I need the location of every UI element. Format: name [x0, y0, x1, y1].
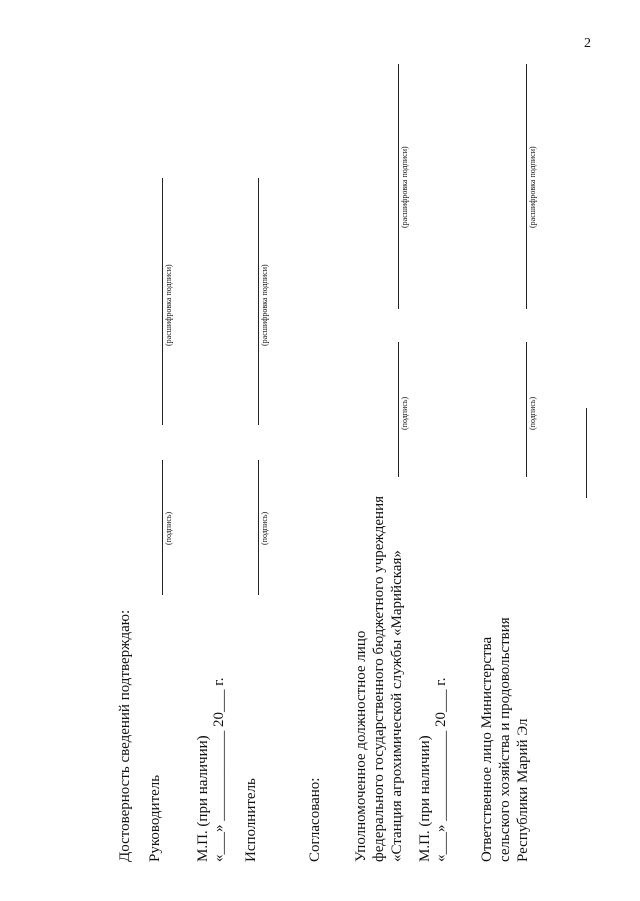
authorized-date-line: «___» ____________ 20___ г. [433, 677, 449, 862]
authorized-line-3: «Станция агрохимической службы «Марийская» [389, 550, 405, 862]
head-label: Руководитель [147, 774, 163, 862]
agreed-heading: Согласовано: [307, 777, 323, 862]
executor-label: Исполнитель [243, 778, 259, 862]
head-decode-line [162, 178, 163, 425]
ministry-decode-line [526, 64, 527, 309]
executor-decode-caption: (расшифровка подписи) [260, 264, 269, 346]
head-date-line: «___» ____________ 20___ г. [211, 677, 227, 862]
page-number: 2 [584, 36, 591, 51]
authorized-line-1: Уполномоченное должностное лицо [353, 630, 369, 862]
authorized-signature-caption: (подпись) [400, 396, 409, 430]
executor-decode-line [258, 178, 259, 425]
ministry-line-1: Ответственное лицо Министерства [479, 636, 495, 862]
executor-signature-caption: (подпись) [260, 511, 269, 545]
executor-signature-line [258, 460, 259, 595]
authorized-decode-caption: (расшифровка подписи) [400, 146, 409, 228]
extra-rule-line [586, 408, 587, 498]
authorized-signature-line [398, 342, 399, 477]
head-signature-caption: (подпись) [164, 511, 173, 545]
authorized-decode-line [398, 64, 399, 309]
ministry-line-2: сельского хозяйства и продовольствия [497, 617, 513, 862]
ministry-signature-line [526, 342, 527, 477]
ministry-line-3: Республики Марий Эл [515, 718, 531, 862]
head-stamp-line: М.П. (при наличии) [195, 735, 211, 862]
authorized-line-2: федерального государственного бюджетного учреждения [371, 496, 387, 862]
authorized-stamp-line: М.П. (при наличии) [417, 735, 433, 862]
confirm-heading: Достоверность сведений подтверждаю: [117, 609, 133, 862]
ministry-decode-caption: (расшифровка подписи) [528, 146, 537, 228]
head-decode-caption: (расшифровка подписи) [164, 264, 173, 346]
head-signature-line [162, 460, 163, 595]
ministry-signature-caption: (подпись) [528, 396, 537, 430]
